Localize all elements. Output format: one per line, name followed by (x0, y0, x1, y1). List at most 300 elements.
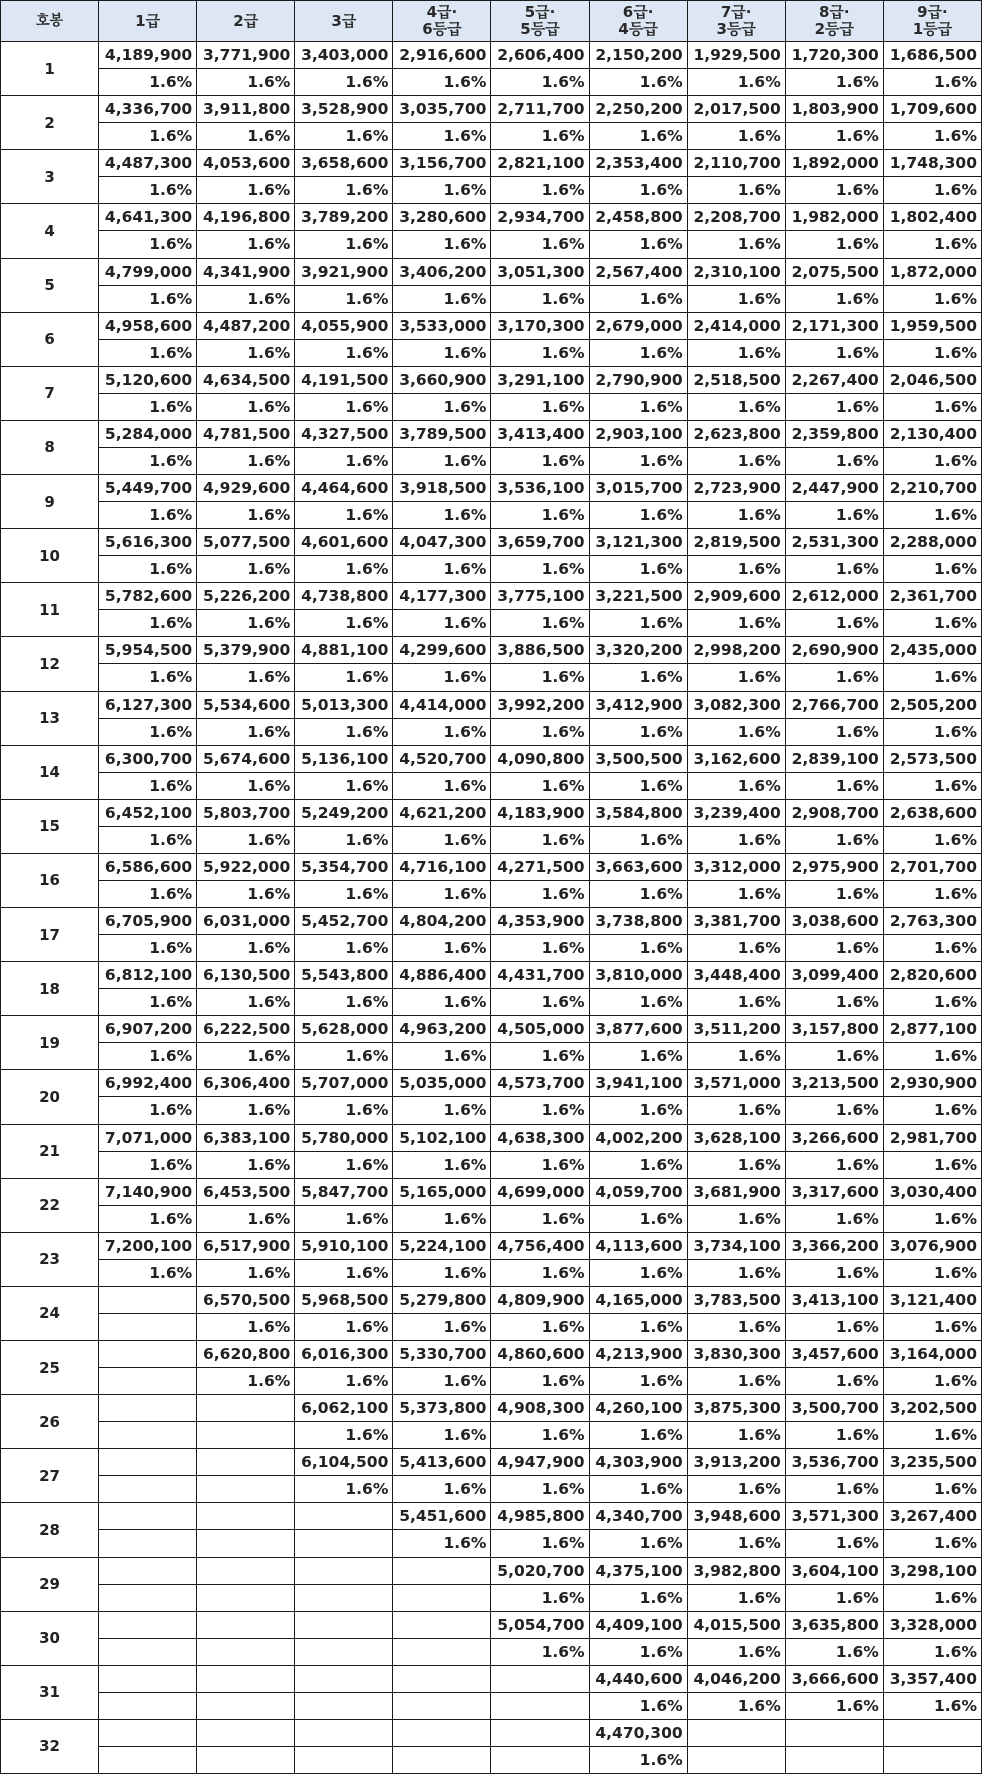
table-row-rate (1, 447, 982, 474)
increase-rate-cell: 1.6% (589, 1584, 687, 1611)
salary-amount-cell: 6,300,700 (99, 745, 197, 772)
increase-rate-cell: 1.6% (785, 1151, 883, 1178)
increase-rate-cell: 1.6% (687, 1692, 785, 1719)
salary-amount-cell: 2,435,000 (883, 637, 981, 664)
salary-amount-cell: 5,279,800 (393, 1286, 491, 1313)
table-row (1, 1665, 982, 1692)
table-row (1, 1557, 982, 1584)
increase-rate-cell: 1.6% (295, 447, 393, 474)
salary-amount-cell: 4,958,600 (99, 312, 197, 339)
increase-rate-cell: 1.6% (785, 502, 883, 529)
increase-rate-cell: 1.6% (197, 1043, 295, 1070)
salary-amount-cell: 1,982,000 (785, 204, 883, 231)
increase-rate-cell: 1.6% (785, 1259, 883, 1286)
salary-amount-cell: 4,336,700 (99, 96, 197, 123)
salary-amount-cell: 4,113,600 (589, 1232, 687, 1259)
salary-amount-cell: 3,830,300 (687, 1341, 785, 1368)
salary-amount-cell: 3,317,600 (785, 1178, 883, 1205)
salary-amount-cell: 2,606,400 (491, 42, 589, 69)
step-number: 20 (1, 1070, 99, 1124)
salary-amount-cell: 2,458,800 (589, 204, 687, 231)
increase-rate-cell: 1.6% (295, 393, 393, 420)
salary-amount-cell (99, 1449, 197, 1476)
increase-rate-cell: 1.6% (687, 556, 785, 583)
salary-amount-cell: 2,359,800 (785, 420, 883, 447)
increase-rate-cell: 1.6% (589, 718, 687, 745)
salary-amount-cell: 5,449,700 (99, 475, 197, 502)
header-step: 호봉 (1, 1, 99, 42)
increase-rate-cell: 1.6% (589, 1151, 687, 1178)
salary-amount-cell: 2,711,700 (491, 96, 589, 123)
salary-amount-cell: 4,573,700 (491, 1070, 589, 1097)
salary-amount-cell: 3,164,000 (883, 1341, 981, 1368)
increase-rate-cell: 1.6% (99, 502, 197, 529)
increase-rate-cell: 1.6% (589, 1205, 687, 1232)
salary-amount-cell: 4,327,500 (295, 420, 393, 447)
table-row-rate (1, 1151, 982, 1178)
salary-amount-cell: 6,620,800 (197, 1341, 295, 1368)
increase-rate-cell: 1.6% (393, 1476, 491, 1503)
salary-amount-cell: 4,487,200 (197, 312, 295, 339)
salary-amount-cell: 3,328,000 (883, 1611, 981, 1638)
salary-amount-cell: 4,641,300 (99, 204, 197, 231)
salary-amount-cell: 3,528,900 (295, 96, 393, 123)
salary-amount-cell: 2,790,900 (589, 366, 687, 393)
salary-amount-cell: 6,812,100 (99, 962, 197, 989)
salary-amount-cell: 2,623,800 (687, 420, 785, 447)
increase-rate-cell: 1.6% (589, 1259, 687, 1286)
increase-rate-cell: 1.6% (295, 718, 393, 745)
salary-amount-cell: 3,982,800 (687, 1557, 785, 1584)
increase-rate-cell: 1.6% (687, 1584, 785, 1611)
salary-amount-cell: 4,804,200 (393, 908, 491, 935)
table-row (1, 1178, 982, 1205)
table-row-rate (1, 1422, 982, 1449)
salary-amount-cell: 5,226,200 (197, 583, 295, 610)
increase-rate-cell: 1.6% (687, 772, 785, 799)
increase-rate-cell: 1.6% (491, 1097, 589, 1124)
salary-amount-cell: 4,963,200 (393, 1016, 491, 1043)
increase-rate-cell: 1.6% (491, 664, 589, 691)
table-row-rate (1, 935, 982, 962)
salary-amount-cell: 3,941,100 (589, 1070, 687, 1097)
increase-rate-cell: 1.6% (197, 123, 295, 150)
step-number: 1 (1, 42, 99, 96)
table-row (1, 42, 982, 69)
increase-rate-cell: 1.6% (785, 1638, 883, 1665)
salary-amount-cell (197, 1665, 295, 1692)
table-row-rate (1, 1746, 982, 1773)
salary-amount-cell: 1,872,000 (883, 258, 981, 285)
increase-rate-cell: 1.6% (687, 123, 785, 150)
salary-amount-cell: 2,447,900 (785, 475, 883, 502)
table-row (1, 96, 982, 123)
increase-rate-cell: 1.6% (197, 664, 295, 691)
increase-rate-cell (491, 1746, 589, 1773)
increase-rate-cell: 1.6% (99, 1097, 197, 1124)
increase-rate-cell: 1.6% (295, 1097, 393, 1124)
increase-rate-cell: 1.6% (883, 556, 981, 583)
salary-amount-cell: 1,892,000 (785, 150, 883, 177)
increase-rate-cell: 1.6% (491, 1205, 589, 1232)
salary-amount-cell (197, 1503, 295, 1530)
increase-rate-cell: 1.6% (393, 1530, 491, 1557)
salary-amount-cell: 3,406,200 (393, 258, 491, 285)
table-header (1, 1, 982, 42)
salary-amount-cell: 3,810,000 (589, 962, 687, 989)
salary-amount-cell: 3,584,800 (589, 799, 687, 826)
increase-rate-cell: 1.6% (491, 718, 589, 745)
table-row (1, 962, 982, 989)
salary-amount-cell: 3,239,400 (687, 799, 785, 826)
salary-amount-cell: 4,621,200 (393, 799, 491, 826)
salary-amount-cell: 6,453,500 (197, 1178, 295, 1205)
increase-rate-cell: 1.6% (295, 69, 393, 96)
salary-amount-cell: 3,886,500 (491, 637, 589, 664)
salary-amount-cell: 4,299,600 (393, 637, 491, 664)
step-number: 23 (1, 1232, 99, 1286)
salary-amount-cell: 6,907,200 (99, 1016, 197, 1043)
salary-amount-cell: 3,536,100 (491, 475, 589, 502)
salary-amount-cell: 2,820,600 (883, 962, 981, 989)
salary-amount-cell: 4,191,500 (295, 366, 393, 393)
salary-amount-cell: 4,271,500 (491, 853, 589, 880)
table-row-rate (1, 1043, 982, 1070)
increase-rate-cell (393, 1638, 491, 1665)
step-number: 32 (1, 1719, 99, 1773)
increase-rate-cell: 1.6% (491, 826, 589, 853)
table-row-rate (1, 1476, 982, 1503)
table-row-rate (1, 1313, 982, 1340)
increase-rate-cell: 1.6% (393, 989, 491, 1016)
header-grade-4: 4급· 6등급 (393, 1, 491, 42)
increase-rate-cell: 1.6% (295, 1368, 393, 1395)
step-number: 15 (1, 799, 99, 853)
increase-rate-cell: 1.6% (883, 1638, 981, 1665)
increase-rate-cell: 1.6% (687, 177, 785, 204)
increase-rate-cell: 1.6% (589, 447, 687, 474)
salary-amount-cell: 3,571,300 (785, 1503, 883, 1530)
increase-rate-cell (295, 1746, 393, 1773)
increase-rate-cell: 1.6% (883, 339, 981, 366)
salary-amount-cell: 5,782,600 (99, 583, 197, 610)
salary-amount-cell: 3,789,500 (393, 420, 491, 447)
table-row-rate (1, 880, 982, 907)
salary-amount-cell: 3,235,500 (883, 1449, 981, 1476)
salary-amount-cell: 3,666,600 (785, 1665, 883, 1692)
increase-rate-cell: 1.6% (883, 610, 981, 637)
table-row-rate (1, 231, 982, 258)
salary-amount-cell: 5,102,100 (393, 1124, 491, 1151)
salary-amount-cell: 2,518,500 (687, 366, 785, 393)
increase-rate-cell: 1.6% (589, 880, 687, 907)
salary-amount-cell: 3,157,800 (785, 1016, 883, 1043)
table-row-rate (1, 69, 982, 96)
salary-amount-cell: 5,452,700 (295, 908, 393, 935)
salary-amount-cell (883, 1719, 981, 1746)
increase-rate-cell: 1.6% (393, 447, 491, 474)
salary-amount-cell: 3,076,900 (883, 1232, 981, 1259)
increase-rate-cell (197, 1476, 295, 1503)
salary-amount-cell: 4,520,700 (393, 745, 491, 772)
increase-rate-cell: 1.6% (687, 664, 785, 691)
increase-rate-cell: 1.6% (589, 1097, 687, 1124)
table-row (1, 1611, 982, 1638)
salary-amount-cell: 2,612,000 (785, 583, 883, 610)
salary-amount-cell: 2,821,100 (491, 150, 589, 177)
salary-amount-cell: 6,130,500 (197, 962, 295, 989)
salary-amount-cell: 3,320,200 (589, 637, 687, 664)
salary-amount-cell: 4,353,900 (491, 908, 589, 935)
table-row-rate (1, 826, 982, 853)
salary-amount-cell: 3,038,600 (785, 908, 883, 935)
increase-rate-cell: 1.6% (197, 935, 295, 962)
salary-amount-cell: 2,934,700 (491, 204, 589, 231)
increase-rate-cell: 1.6% (883, 1259, 981, 1286)
increase-rate-cell: 1.6% (589, 177, 687, 204)
table-row-rate (1, 1205, 982, 1232)
increase-rate-cell: 1.6% (883, 177, 981, 204)
salary-amount-cell: 4,375,100 (589, 1557, 687, 1584)
table-row (1, 691, 982, 718)
salary-amount-cell (393, 1557, 491, 1584)
salary-amount-cell (197, 1719, 295, 1746)
salary-amount-cell: 2,930,900 (883, 1070, 981, 1097)
increase-rate-cell: 1.6% (295, 1259, 393, 1286)
salary-amount-cell: 3,659,700 (491, 529, 589, 556)
salary-amount-cell: 1,720,300 (785, 42, 883, 69)
increase-rate-cell: 1.6% (883, 1205, 981, 1232)
salary-amount-cell (99, 1611, 197, 1638)
increase-rate-cell: 1.6% (785, 1097, 883, 1124)
salary-amount-cell: 5,120,600 (99, 366, 197, 393)
increase-rate-cell: 1.6% (99, 880, 197, 907)
salary-amount-cell: 5,136,100 (295, 745, 393, 772)
table-row-rate (1, 1368, 982, 1395)
salary-amount-cell: 3,413,400 (491, 420, 589, 447)
step-number: 31 (1, 1665, 99, 1719)
increase-rate-cell: 1.6% (589, 1530, 687, 1557)
increase-rate-cell: 1.6% (491, 935, 589, 962)
increase-rate-cell: 1.6% (295, 826, 393, 853)
increase-rate-cell (295, 1530, 393, 1557)
salary-amount-cell (393, 1611, 491, 1638)
increase-rate-cell: 1.6% (99, 1043, 197, 1070)
salary-amount-cell: 3,533,000 (393, 312, 491, 339)
increase-rate-cell: 1.6% (785, 69, 883, 96)
increase-rate-cell: 1.6% (99, 123, 197, 150)
salary-amount-cell: 3,170,300 (491, 312, 589, 339)
table-row-rate (1, 989, 982, 1016)
salary-amount-cell (99, 1286, 197, 1313)
salary-amount-cell: 2,766,700 (785, 691, 883, 718)
increase-rate-cell: 1.6% (295, 772, 393, 799)
salary-amount-cell: 5,780,000 (295, 1124, 393, 1151)
salary-amount-cell: 2,573,500 (883, 745, 981, 772)
increase-rate-cell: 1.6% (687, 1368, 785, 1395)
salary-amount-cell: 5,330,700 (393, 1341, 491, 1368)
salary-amount-cell (295, 1719, 393, 1746)
salary-amount-cell: 2,150,200 (589, 42, 687, 69)
salary-amount-cell: 5,628,000 (295, 1016, 393, 1043)
salary-amount-cell: 7,140,900 (99, 1178, 197, 1205)
increase-rate-cell: 1.6% (295, 989, 393, 1016)
increase-rate-cell: 1.6% (785, 1530, 883, 1557)
step-number: 8 (1, 420, 99, 474)
increase-rate-cell: 1.6% (491, 1584, 589, 1611)
salary-amount-cell (295, 1557, 393, 1584)
salary-amount-cell: 2,075,500 (785, 258, 883, 285)
salary-amount-cell (99, 1503, 197, 1530)
increase-rate-cell: 1.6% (295, 123, 393, 150)
salary-amount-cell: 3,457,600 (785, 1341, 883, 1368)
salary-amount-cell: 5,020,700 (491, 1557, 589, 1584)
salary-amount-cell: 4,059,700 (589, 1178, 687, 1205)
header-grade-6: 6급· 4등급 (589, 1, 687, 42)
increase-rate-cell: 1.6% (687, 1476, 785, 1503)
step-number: 29 (1, 1557, 99, 1611)
increase-rate-cell: 1.6% (589, 502, 687, 529)
increase-rate-cell: 1.6% (197, 177, 295, 204)
salary-amount-cell: 4,260,100 (589, 1395, 687, 1422)
increase-rate-cell: 1.6% (785, 339, 883, 366)
table-row (1, 1341, 982, 1368)
increase-rate-cell: 1.6% (491, 1422, 589, 1449)
increase-rate-cell: 1.6% (785, 393, 883, 420)
salary-amount-cell: 2,046,500 (883, 366, 981, 393)
salary-amount-cell: 2,567,400 (589, 258, 687, 285)
salary-amount-cell: 5,847,700 (295, 1178, 393, 1205)
increase-rate-cell: 1.6% (687, 1151, 785, 1178)
salary-amount-cell: 3,051,300 (491, 258, 589, 285)
increase-rate-cell (99, 1638, 197, 1665)
increase-rate-cell: 1.6% (883, 772, 981, 799)
increase-rate-cell: 1.6% (99, 339, 197, 366)
increase-rate-cell: 1.6% (883, 1476, 981, 1503)
salary-amount-cell: 5,249,200 (295, 799, 393, 826)
salary-amount-cell (99, 1395, 197, 1422)
table-row-rate (1, 1530, 982, 1557)
increase-rate-cell: 1.6% (589, 935, 687, 962)
salary-amount-cell: 5,543,800 (295, 962, 393, 989)
salary-amount-cell: 2,208,700 (687, 204, 785, 231)
header-grade-3: 3급 (295, 1, 393, 42)
salary-amount-cell: 2,679,000 (589, 312, 687, 339)
increase-rate-cell: 1.6% (883, 231, 981, 258)
increase-rate-cell: 1.6% (589, 1638, 687, 1665)
increase-rate-cell: 1.6% (99, 989, 197, 1016)
increase-rate-cell: 1.6% (785, 664, 883, 691)
salary-amount-cell: 4,189,900 (99, 42, 197, 69)
increase-rate-cell: 1.6% (589, 339, 687, 366)
salary-amount-cell: 2,763,300 (883, 908, 981, 935)
header-grade-1: 1급 (99, 1, 197, 42)
increase-rate-cell: 1.6% (393, 502, 491, 529)
table-row (1, 420, 982, 447)
salary-amount-cell: 3,992,200 (491, 691, 589, 718)
salary-amount-cell (393, 1665, 491, 1692)
salary-amount-cell: 4,046,200 (687, 1665, 785, 1692)
salary-amount-cell: 5,077,500 (197, 529, 295, 556)
salary-amount-cell: 3,783,500 (687, 1286, 785, 1313)
salary-amount-cell (491, 1719, 589, 1746)
salary-amount-cell: 3,921,900 (295, 258, 393, 285)
table-row-rate (1, 1692, 982, 1719)
salary-amount-cell: 2,353,400 (589, 150, 687, 177)
salary-amount-cell: 3,734,100 (687, 1232, 785, 1259)
salary-amount-cell: 5,354,700 (295, 853, 393, 880)
increase-rate-cell: 1.6% (99, 177, 197, 204)
salary-amount-cell: 5,616,300 (99, 529, 197, 556)
table-row (1, 1124, 982, 1151)
salary-amount-cell: 2,288,000 (883, 529, 981, 556)
increase-rate-cell: 1.6% (99, 447, 197, 474)
table-row (1, 1503, 982, 1530)
increase-rate-cell: 1.6% (99, 772, 197, 799)
salary-amount-cell: 6,383,100 (197, 1124, 295, 1151)
salary-amount-cell: 4,505,000 (491, 1016, 589, 1043)
increase-rate-cell: 1.6% (393, 1043, 491, 1070)
salary-amount-cell: 4,860,600 (491, 1341, 589, 1368)
increase-rate-cell: 1.6% (883, 718, 981, 745)
header-grade-9: 9급· 1등급 (883, 1, 981, 42)
increase-rate-cell (393, 1746, 491, 1773)
step-number: 11 (1, 583, 99, 637)
salary-amount-cell: 3,877,600 (589, 1016, 687, 1043)
salary-amount-cell (295, 1611, 393, 1638)
increase-rate-cell: 1.6% (295, 664, 393, 691)
table-row-rate (1, 772, 982, 799)
increase-rate-cell: 1.6% (491, 1476, 589, 1503)
salary-amount-cell: 2,130,400 (883, 420, 981, 447)
salary-amount-cell: 6,517,900 (197, 1232, 295, 1259)
increase-rate-cell: 1.6% (883, 664, 981, 691)
table-row (1, 799, 982, 826)
increase-rate-cell: 1.6% (491, 339, 589, 366)
salary-amount-cell: 3,775,100 (491, 583, 589, 610)
salary-amount-cell: 5,922,000 (197, 853, 295, 880)
increase-rate-cell: 1.6% (883, 1692, 981, 1719)
table-row (1, 258, 982, 285)
table-row-rate (1, 718, 982, 745)
increase-rate-cell: 1.6% (197, 1205, 295, 1232)
step-number: 21 (1, 1124, 99, 1178)
increase-rate-cell: 1.6% (883, 1097, 981, 1124)
salary-amount-cell: 1,686,500 (883, 42, 981, 69)
table-row (1, 1070, 982, 1097)
table-row (1, 583, 982, 610)
increase-rate-cell: 1.6% (883, 1422, 981, 1449)
salary-amount-cell: 3,635,800 (785, 1611, 883, 1638)
increase-rate-cell: 1.6% (883, 1530, 981, 1557)
increase-rate-cell: 1.6% (197, 989, 295, 1016)
increase-rate-cell: 1.6% (99, 69, 197, 96)
salary-amount-cell: 2,310,100 (687, 258, 785, 285)
increase-rate-cell: 1.6% (197, 285, 295, 312)
salary-amount-cell (99, 1665, 197, 1692)
step-number: 4 (1, 204, 99, 258)
salary-amount-cell: 4,165,000 (589, 1286, 687, 1313)
header-row (1, 1, 982, 42)
increase-rate-cell: 1.6% (295, 610, 393, 637)
increase-rate-cell: 1.6% (491, 1530, 589, 1557)
increase-rate-cell: 1.6% (393, 880, 491, 907)
increase-rate-cell: 1.6% (687, 1422, 785, 1449)
salary-amount-cell (687, 1719, 785, 1746)
increase-rate-cell: 1.6% (197, 826, 295, 853)
salary-amount-cell: 5,165,000 (393, 1178, 491, 1205)
increase-rate-cell: 1.6% (295, 1205, 393, 1232)
